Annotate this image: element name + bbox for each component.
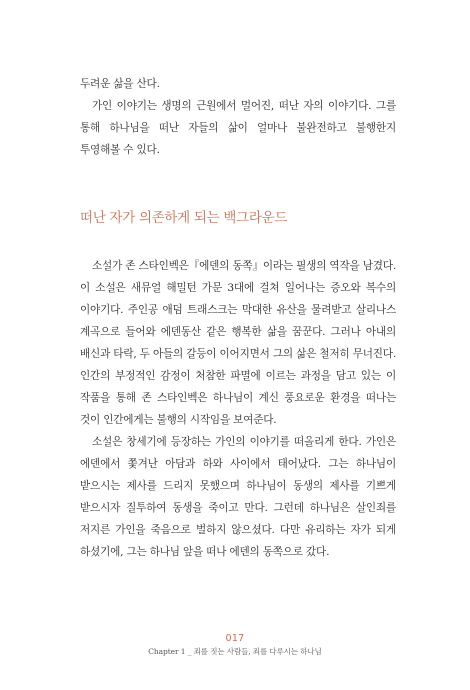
paragraph: 두려운 삶을 산다.: [80, 78, 160, 90]
section-heading: 떠난 자가 의존하게 되는 백그라운드: [80, 210, 288, 226]
top-text-block: [80, 73, 396, 161]
paragraph: 가인 이야기는 생명의 근원에서 멀어진, 떠난 자의 이야기다. 그를 통해 하나님을 떠난 자들의 삶이 얼마나 불완전하고 불행한지 투영해볼 수 있다.: [80, 100, 396, 156]
main-text-block: [80, 255, 396, 563]
page-footer: [0, 633, 470, 658]
running-footer: Chapter 1 _ 죄를 짓는 사람들, 죄를 다루시는 하나님: [148, 647, 322, 656]
page-number: 017: [225, 633, 245, 644]
paragraph: 소설은 창세기에 등장하는 가인의 이야기를 떠올리게 한다. 가인은 에덴에서 쫓겨난 아담과 하와 사이에서 태어났다. 그는 하나님이 받으시는 제사를 드리지 못했으며 하나님이 동생의 제사를 기쁘게 받으시자 질투하여 동생을 죽이고 만다. 그런데 하나님은 살인죄를 저지른 가인을 죽음으로 벌하지 않으셨다. 다만 유리하는 자가 되게 하셨기에, 그는 하나님 앞을 떠나 에덴의 동쪽으로 갔다.: [80, 436, 396, 558]
paragraph: 소설가 존 스타인벡은『에덴의 동쪽』이라는 필생의 역작을 남겼다. 이 소설은 새뮤얼 해밀턴 가문 3대에 걸쳐 일어나는 증오와 복수의 이야기다. 주인공 애덤 트래스크는 막대한 유산을 물려받고 살리나스 계곡으로 들어와 에덴동산 같은 행복한 삶을 꿈꾼다. 그러나 아내의 배신과 타락, 두 아들의 갈등이 이어지면서 그의 삶은 철저히 무너진다. 인간의 부정적인 감정이 처참한 파멸에 이르는 과정을 담고 있는 이 작품을 통해 존 스타인벡은 하나님이 계신 풍요로운 환경을 떠나는 것이 인간에게는 불행의 시작임을 보여준다.: [80, 260, 396, 426]
